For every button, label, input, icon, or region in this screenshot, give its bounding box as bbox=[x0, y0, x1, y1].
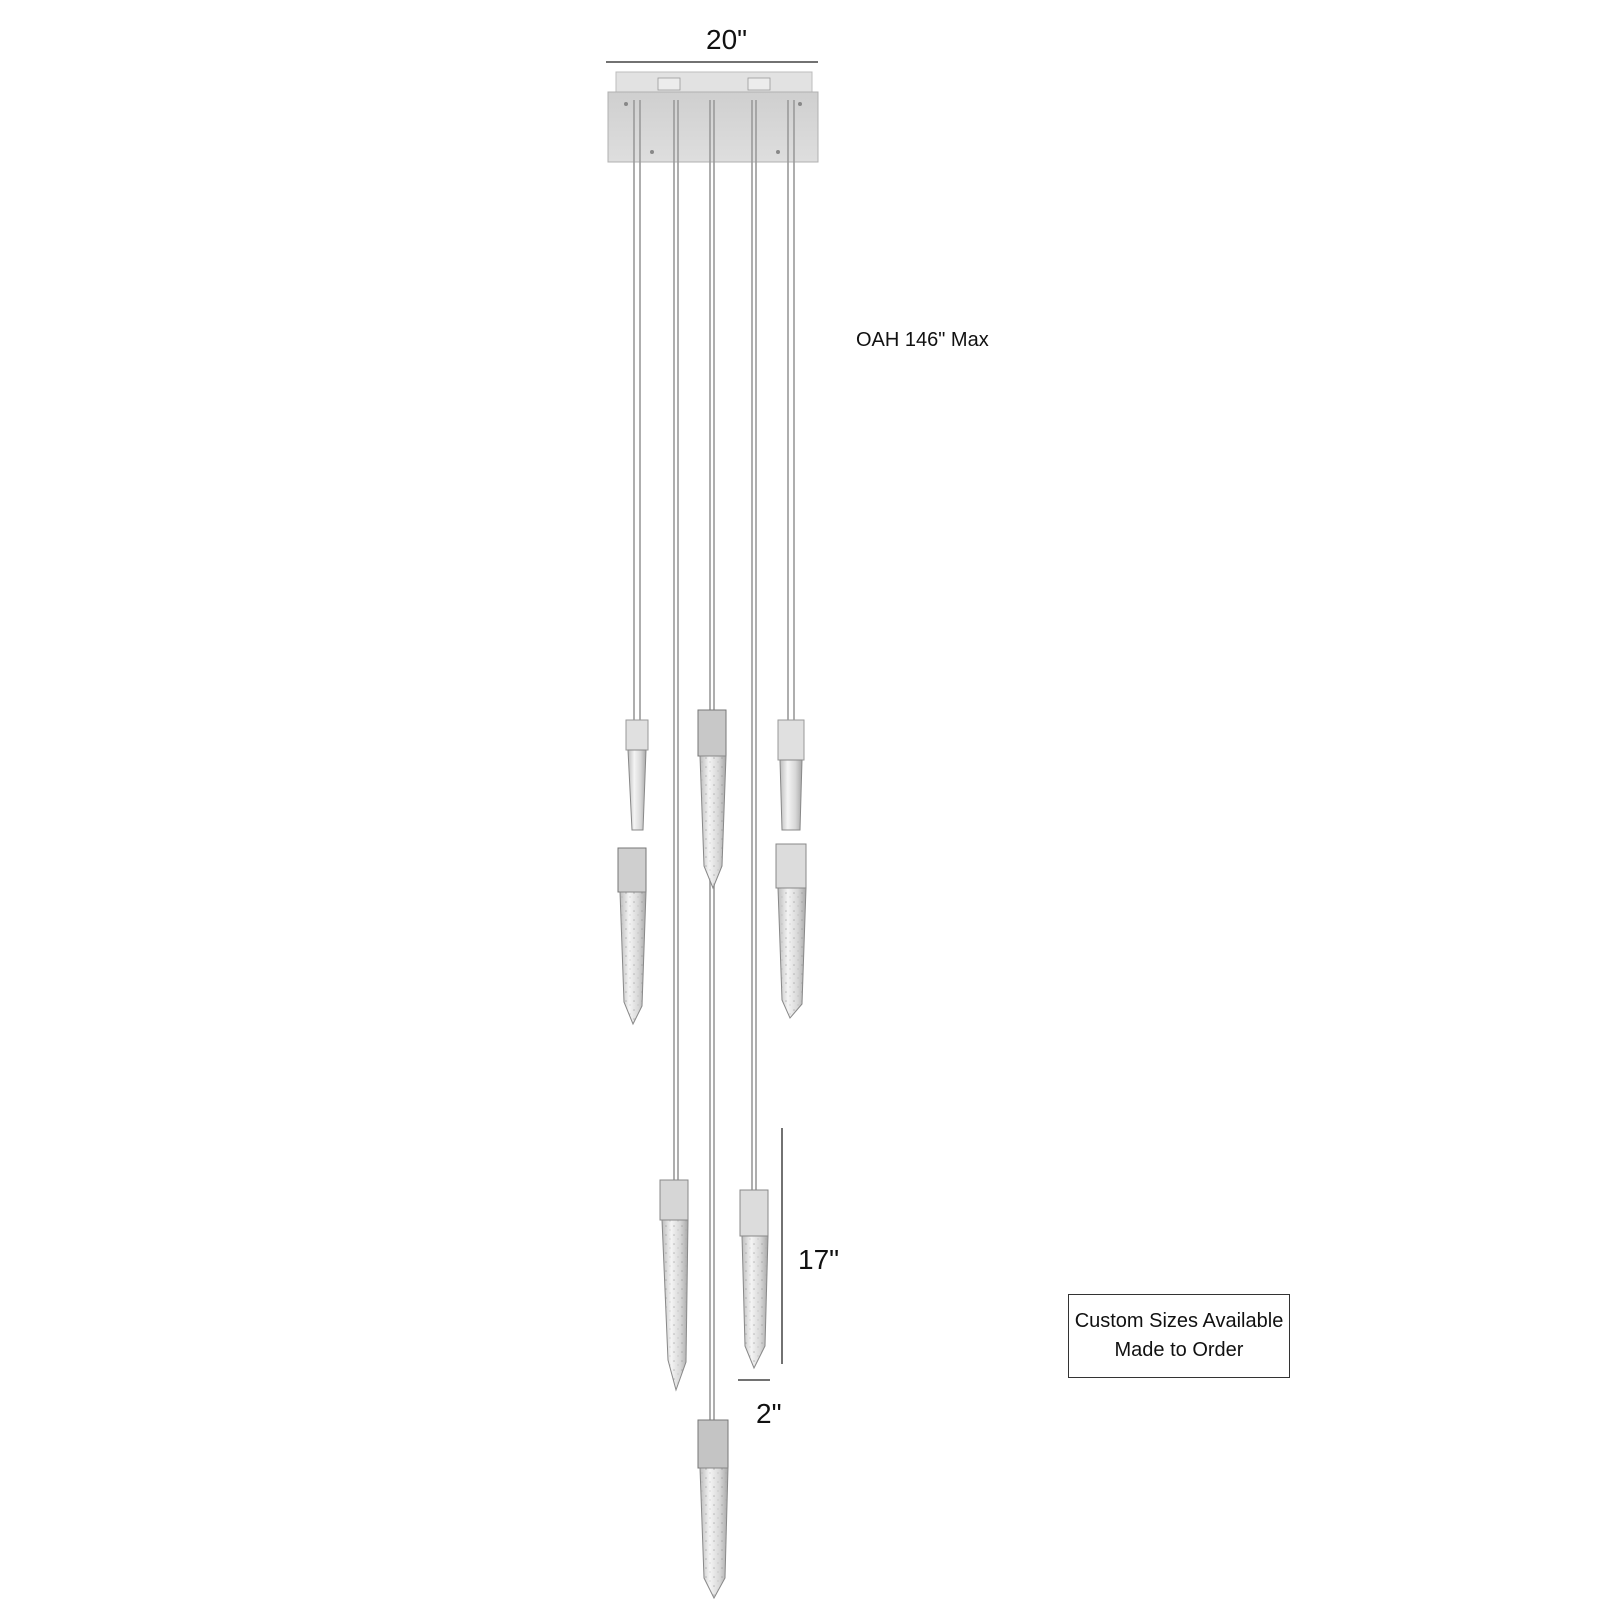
pendant-upper-right bbox=[776, 720, 806, 1018]
note-line-2: Made to Order bbox=[1114, 1339, 1244, 1361]
canopy-screw-block-right bbox=[748, 78, 770, 90]
pendant-upper-center bbox=[698, 710, 726, 888]
note-line-1: Custom Sizes Available bbox=[1074, 1310, 1284, 1332]
pendant-upper-left bbox=[618, 720, 648, 1024]
width-dimension-label: 20" bbox=[706, 24, 748, 55]
pendant-height-label: 17" bbox=[798, 1244, 840, 1275]
pendant-bottom-center bbox=[698, 1420, 728, 1598]
canopy-screw-block-left bbox=[658, 78, 680, 90]
custom-sizes-note bbox=[1068, 1294, 1290, 1378]
pendant-width-label: 2" bbox=[756, 1398, 782, 1429]
pendant-lower-left bbox=[660, 1180, 688, 1390]
pendant-lower-right bbox=[740, 1190, 768, 1368]
overall-height-label: OAH 146" Max bbox=[856, 329, 989, 351]
